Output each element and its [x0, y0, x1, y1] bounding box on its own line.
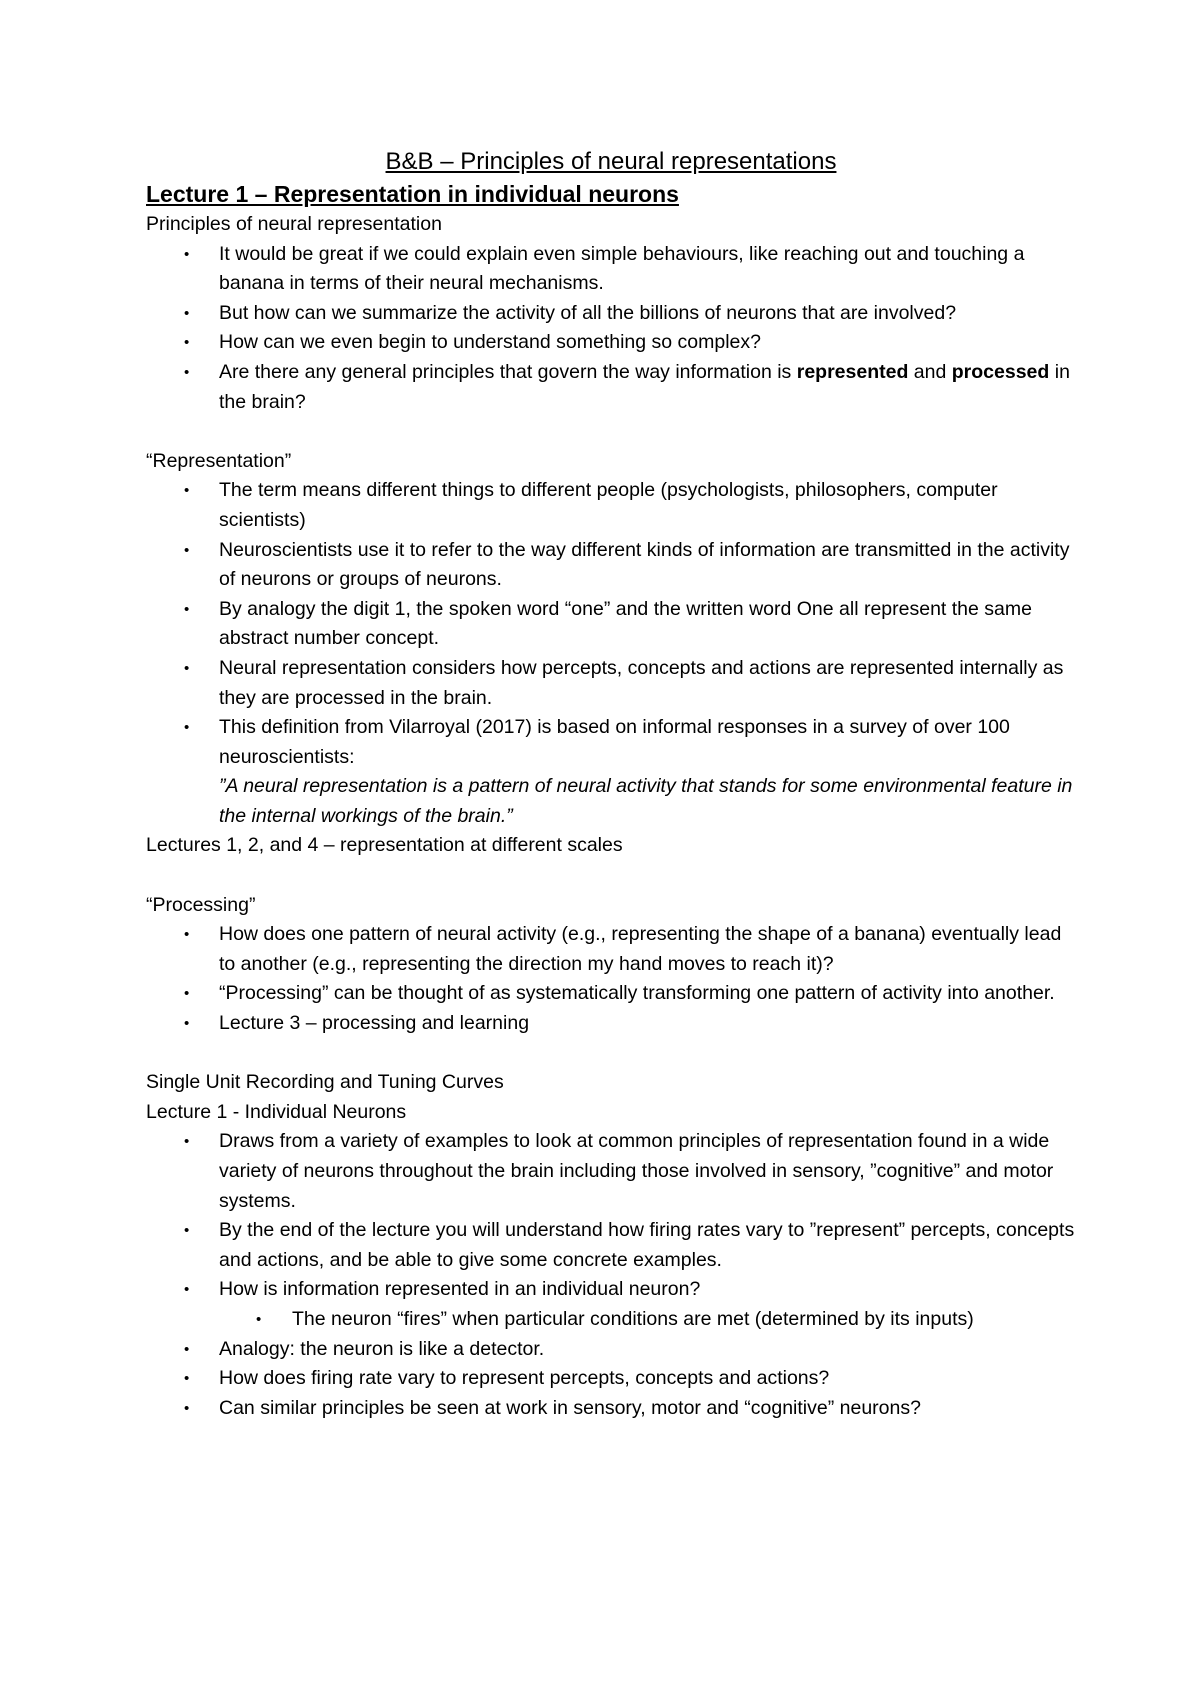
individual-neurons-bullet-list	[146, 1127, 1076, 1305]
spacer	[146, 1039, 1076, 1069]
spacer	[146, 861, 1076, 891]
principles-bullet-list	[146, 240, 1076, 418]
bold-term-represented: represented	[796, 360, 909, 383]
spacer	[146, 417, 1076, 447]
bullet-item: • How can we even begin to understand something so complex?	[146, 328, 1076, 358]
representation-bullet-list	[146, 476, 1076, 831]
sub-bullet-list	[146, 1305, 1076, 1335]
bullet-item: • Neural representation considers how percepts, concepts and actions are represented internally as they are processed in the brain.	[146, 654, 1076, 713]
document-title: B&B – Principles of neural representations	[385, 148, 837, 175]
bullet-item: • Can similar principles be seen at work in sensory, motor and “cognitive” neurons?	[146, 1394, 1076, 1424]
lectures-scales-note: Lectures 1, 2, and 4 – representation at different scales	[146, 834, 623, 857]
bullet-item: • “Processing” can be thought of as systematically transforming one pattern of activity into another.	[146, 979, 1076, 1009]
sub-bullet-item: • The neuron “fires” when particular conditions are met (determined by its inputs)	[146, 1305, 1076, 1335]
processing-bullet-list	[146, 920, 1076, 1038]
bullet-item: • It would be great if we could explain even simple behaviours, like reaching out and touching a banana in terms of their neural mechanisms.	[146, 240, 1076, 299]
section-subheading-individual-neurons: Lecture 1 - Individual Neurons	[146, 1100, 407, 1123]
individual-neurons-bullet-list-continued	[146, 1335, 1076, 1424]
bullet-item: • How is information represented in an individual neuron?	[146, 1275, 1076, 1305]
bullet-item	[146, 713, 1076, 831]
bullet-item: • Lecture 3 – processing and learning	[146, 1009, 1076, 1039]
bullet-item: • How does one pattern of neural activity (e.g., representing the shape of a banana) eventually lead to another (e.g., representing the direction my hand moves to reach it)?	[146, 920, 1076, 979]
section-heading-processing: “Processing”	[146, 893, 256, 916]
bullet-text: Are there any general principles that govern the way information is	[219, 360, 797, 383]
lecture-heading: Lecture 1 – Representation in individual neurons	[146, 181, 679, 207]
section-heading-representation: “Representation”	[146, 449, 292, 472]
bullet-item: • But how can we summarize the activity of all the billions of neurons that are involved?	[146, 299, 1076, 329]
bullet-text: and	[908, 360, 952, 383]
document-page	[146, 146, 1076, 1423]
bullet-item: • How does firing rate vary to represent percepts, concepts and actions?	[146, 1364, 1076, 1394]
bullet-item	[146, 358, 1076, 417]
bullet-item: • Draws from a variety of examples to look at common principles of representation found in a wide variety of neurons throughout the brain including those involved in sensory, ”cognitive” and motor systems.	[146, 1127, 1076, 1216]
bullet-item: • The term means different things to different people (psychologists, philosophers, computer scientists)	[146, 476, 1076, 535]
bullet-item: • Analogy: the neuron is like a detector.	[146, 1335, 1076, 1365]
bullet-item: • Neuroscientists use it to refer to the way different kinds of information are transmitted in the activity of neurons or groups of neurons.	[146, 536, 1076, 595]
section-heading-principles: Principles of neural representation	[146, 213, 442, 235]
bullet-text: This definition from Vilarroyal (2017) is based on informal responses in a survey of over 100 neuroscientists:	[219, 716, 1010, 768]
bold-term-processed: processed	[951, 360, 1050, 383]
section-heading-single-unit: Single Unit Recording and Tuning Curves	[146, 1071, 504, 1094]
definition-quote: ”A neural representation is a pattern of neural activity that stands for some environmental feature in the internal workings of the brain.”	[219, 775, 1073, 827]
bullet-text: in the brain?	[219, 360, 1070, 413]
bullet-item: • By analogy the digit 1, the spoken word “one” and the written word One all represent the same abstract number concept.	[146, 595, 1076, 654]
bullet-item: • By the end of the lecture you will understand how firing rates vary to ”represent” percepts, concepts and actions, and be able to give some concrete examples.	[146, 1216, 1076, 1275]
